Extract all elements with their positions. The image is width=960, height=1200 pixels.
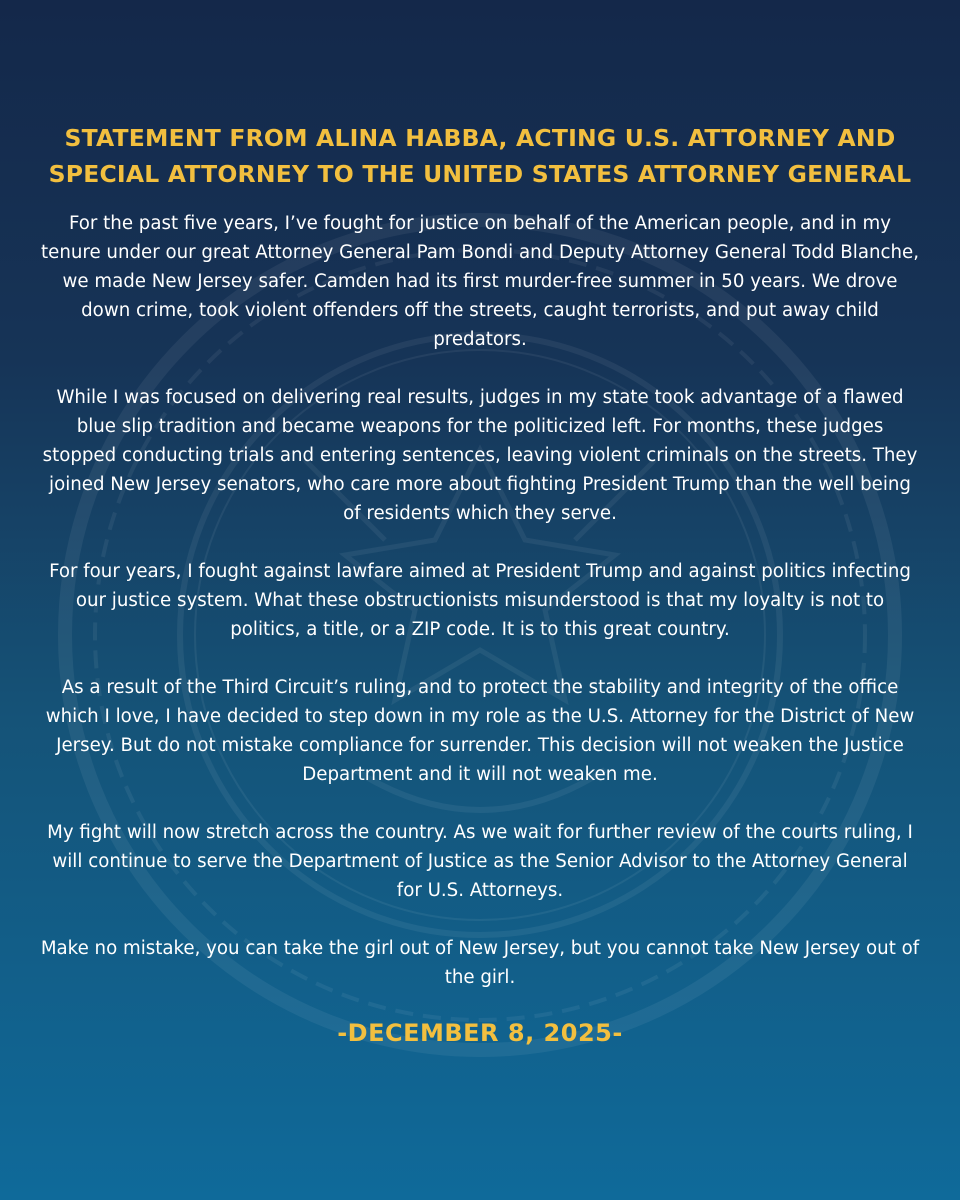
statement-paragraph-1: For the past five years, I’ve fought for justice on behalf of the American people, and in my tenure under our great Attorney General Pam Bondi and Deputy Attorney General Todd Blanche, we made New Jersey safer. Camden had its first murder-free summer in 50 years. We drove down crime, took violent offenders off the streets, caught terrorists, and put away child predators.	[41, 213, 919, 350]
statement-paragraph-6: Make no mistake, you can take the girl out of New Jersey, but you cannot take New Jersey out of the girl.	[40, 938, 920, 988]
statement-date: -DECEMBER 8, 2025-	[337, 1019, 623, 1047]
statement-paragraph-2: While I was focused on delivering real results, judges in my state took advantage of a flawed blue slip tradition and became weapons for the politicized left. For months, these judges stopped conducting trials and entering sentences, leaving violent criminals on the streets. They joined New Jersey senators, who care more about fighting President Trump than the well being of residents which they serve.	[42, 387, 918, 524]
statement-body	[40, 209, 920, 992]
statement-paragraph-4: As a result of the Third Circuit’s ruling, and to protect the stability and integrity of the office which I love, I have decided to step down in my role as the U.S. Attorney for the District of New Jersey. But do not mistake compliance for surrender. This decision will not weaken the Justice Department and it will not weaken me.	[45, 677, 915, 785]
statement-paragraph-3: For four years, I fought against lawfare aimed at President Trump and against politics infecting our justice system. What these obstructionists misunderstood is that my loyalty is not to politics, a title, or a ZIP code. It is to this great country.	[49, 561, 911, 640]
statement-title-line-2: SPECIAL ATTORNEY TO THE UNITED STATES ATTORNEY GENERAL	[48, 160, 912, 188]
statement-title-line-1: STATEMENT FROM ALINA HABBA, ACTING U.S. ATTORNEY AND	[64, 124, 896, 152]
statement-title	[30, 120, 930, 192]
statement-paragraph-5: My fight will now stretch across the country. As we wait for further review of the courts ruling, I will continue to serve the Department of Justice as the Senior Advisor to the Attorney General for U.S. Attorneys.	[47, 822, 913, 901]
